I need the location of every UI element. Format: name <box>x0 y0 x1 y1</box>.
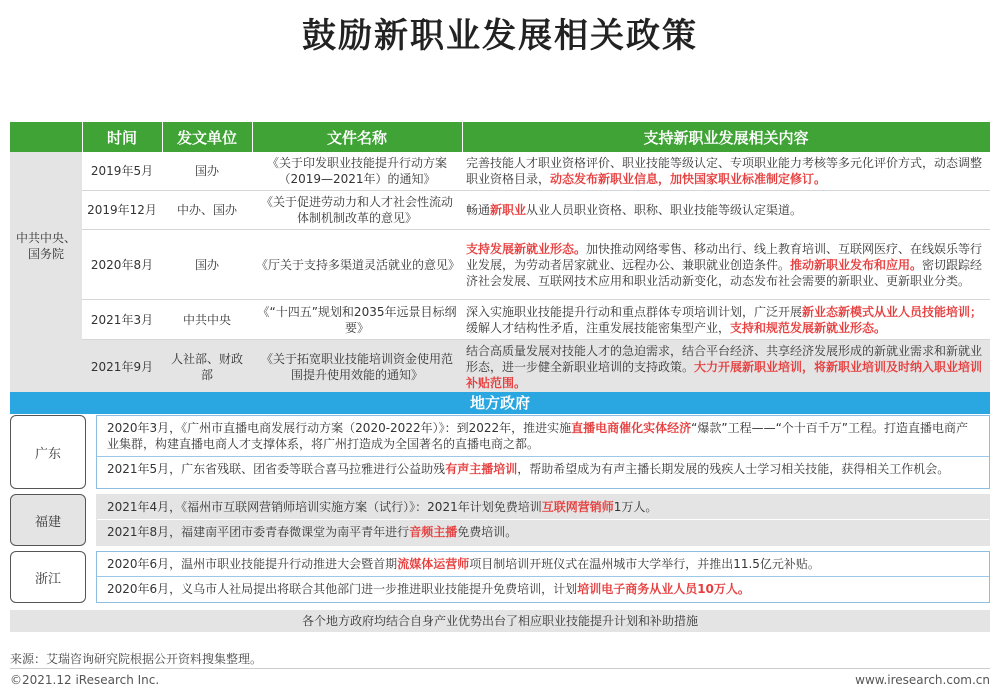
highlight-text: 互联网营销师 <box>541 500 614 514</box>
row-date: 2021年9月 <box>82 340 162 395</box>
body-text: 2020年6月，温州市职业技能提升行动推进大会暨首期 <box>107 557 398 571</box>
row-doc: 《关于拓宽职业技能培训资金使用范围提升使用效能的通知》 <box>252 340 462 395</box>
summary-bar: 各个地方政府均结合自身产业优势出台了相应职业技能提升计划和补助措施 <box>10 610 990 632</box>
row-content <box>462 230 990 300</box>
highlight-text: 支持和规范发展新就业形态。 <box>730 320 887 335</box>
body-text: ，帮助希望成为有声主播长期发展的残疾人士学习相关技能，获得相关工作机会。 <box>517 462 950 476</box>
row-content <box>462 300 990 340</box>
highlight-text: 推动新职业发布和应用。 <box>790 257 923 272</box>
row-doc: 《“十四五”规划和2035年远景目标纲要》 <box>252 300 462 340</box>
province-label-zhejiang: 浙江 <box>10 551 86 603</box>
body-text: 加快推动网络零售、移动出行、线上教育培训、互联网医疗、在线娱乐等行业发展，为劳动者居家就业、远程办公、兼职就业创造条件。 <box>466 241 983 272</box>
table-row <box>10 340 990 395</box>
body-text: 2020年3月，《广州市直播电商发展行动方案（2020-2022年）》：到2022年，推进实施 <box>107 421 572 435</box>
row-date: 2019年12月 <box>82 191 162 230</box>
page-title: 鼓励新职业发展相关政策 <box>302 16 698 56</box>
highlight-text: 直播电商催化实体经济 <box>571 421 692 435</box>
row-issuer: 中共中央 <box>162 300 252 340</box>
body-text: 2020年6月，义乌市人社局提出将联合其他部门进一步推进职业技能提升免费培训，计划 <box>107 582 578 596</box>
local-government-banner: 地方政府 <box>10 392 990 414</box>
list-item <box>97 552 989 576</box>
national-policy-table <box>10 122 991 395</box>
province-items-fujian <box>96 494 990 546</box>
header-content: 支持新职业发展相关内容 <box>462 122 990 152</box>
highlight-text: 支持发展新就业形态。 <box>466 241 587 256</box>
list-item <box>97 416 989 456</box>
province-items-guangdong <box>96 415 990 489</box>
row-date: 2019年5月 <box>82 152 162 191</box>
footer-divider <box>10 668 990 669</box>
row-doc: 《厅关于支持多渠道灵活就业的意见》 <box>252 230 462 300</box>
body-text: 免费培训。 <box>457 525 518 539</box>
row-issuer: 人社部、财政部 <box>162 340 252 395</box>
list-item <box>97 576 989 601</box>
highlight-text: 培训电子商务从业人员10万人。 <box>577 582 750 596</box>
header-doc: 文件名称 <box>252 122 462 152</box>
table-header-row <box>10 122 990 152</box>
body-text: 1万人。 <box>613 500 658 514</box>
header-blank <box>10 122 82 152</box>
highlight-text: 新职业 <box>490 203 527 217</box>
site-url: www.iresearch.com.cn <box>855 673 990 687</box>
row-content <box>462 152 990 191</box>
row-doc: 《关于促进劳动力和人才社会性流动体制机制改革的意见》 <box>252 191 462 230</box>
list-item <box>97 495 989 519</box>
copyright: ©2021.12 iResearch Inc. <box>10 673 160 687</box>
row-issuer: 中办、国办 <box>162 191 252 230</box>
table-row <box>10 300 990 340</box>
row-content <box>462 340 990 395</box>
highlight-text: 新业态新模式从业人员技能培训； <box>802 304 983 319</box>
province-items-zhejiang <box>96 551 990 603</box>
row-doc: 《关于印发职业技能提升行动方案（2019—2021年）的通知》 <box>252 152 462 191</box>
header-issuer: 发文单位 <box>162 122 252 152</box>
body-text: 完善技能人才职业资格评价、职业技能等级认定、专项职业能力考核等多元化评价方式，动态调整职业资格目录， <box>466 156 983 186</box>
source-note: 来源：艾瑞咨询研究院根据公开资料搜集整理。 <box>10 652 263 666</box>
body-text: 深入实施职业技能提升行动和重点群体专项培训计划，广泛开展 <box>466 304 803 319</box>
body-text: 2021年5月，广东省残联、团省委等联合喜马拉雅进行公益助残 <box>107 462 446 476</box>
row-issuer: 国办 <box>162 230 252 300</box>
body-text: 结合高质量发展对技能人才的急迫需求，结合平台经济、共享经济发展形成的新就业需求和新就业形态，进一步健全新职业培训的支持政策。 <box>466 344 983 374</box>
list-item <box>97 456 989 481</box>
highlight-text: 流媒体运营师 <box>397 557 470 571</box>
row-date: 2020年8月 <box>82 230 162 300</box>
province-label-fujian: 福建 <box>10 494 86 546</box>
table-row <box>10 191 990 230</box>
body-text: 密切跟踪经济社会发展、互联网技术应用和职业活动新变化，动态发布社会需要的新职业、更新职业分类。 <box>466 257 983 288</box>
row-content <box>462 191 990 230</box>
header-date: 时间 <box>82 122 162 152</box>
body-text: 项目制培训开班仪式在温州城市大学举行，并推出11.5亿元补贴。 <box>469 557 820 571</box>
table-row <box>10 230 990 300</box>
province-label-guangdong: 广东 <box>10 415 86 489</box>
body-text: 2021年4月，《福州市互联网营销师培训实施方案（试行）》：2021年计划免费培训 <box>107 500 542 514</box>
body-text: 从业人员职业资格、职称、职业技能等级认定渠道。 <box>526 203 803 217</box>
table-row <box>10 152 990 191</box>
highlight-text: 有声主播培训 <box>445 462 518 476</box>
group-label: 中共中央、国务院 <box>10 152 82 340</box>
body-text: 畅通 <box>466 203 491 217</box>
highlight-text: 大力开展新职业培训，将新职业培训及时纳入职业培训补贴范围。 <box>466 360 983 390</box>
row-issuer: 国办 <box>162 152 252 191</box>
body-text: “爆款”工程——“个十百千万”工程。打造直播电商产业集群，构建直播电商人才支撑体系，将广州打造成为全国著名的直播电商之都。 <box>107 421 969 451</box>
group-label-blank <box>10 340 82 395</box>
highlight-text: 音频主播 <box>409 525 458 539</box>
row-date: 2021年3月 <box>82 300 162 340</box>
list-item <box>97 519 989 544</box>
body-text: 2021年8月，福建南平团市委青春微课堂为南平青年进行 <box>107 525 410 539</box>
highlight-text: 动态发布新职业信息，加快国家职业标准制定修订。 <box>550 172 827 186</box>
body-text: 缓解人才结构性矛盾，注重发展技能密集型产业， <box>466 320 731 335</box>
